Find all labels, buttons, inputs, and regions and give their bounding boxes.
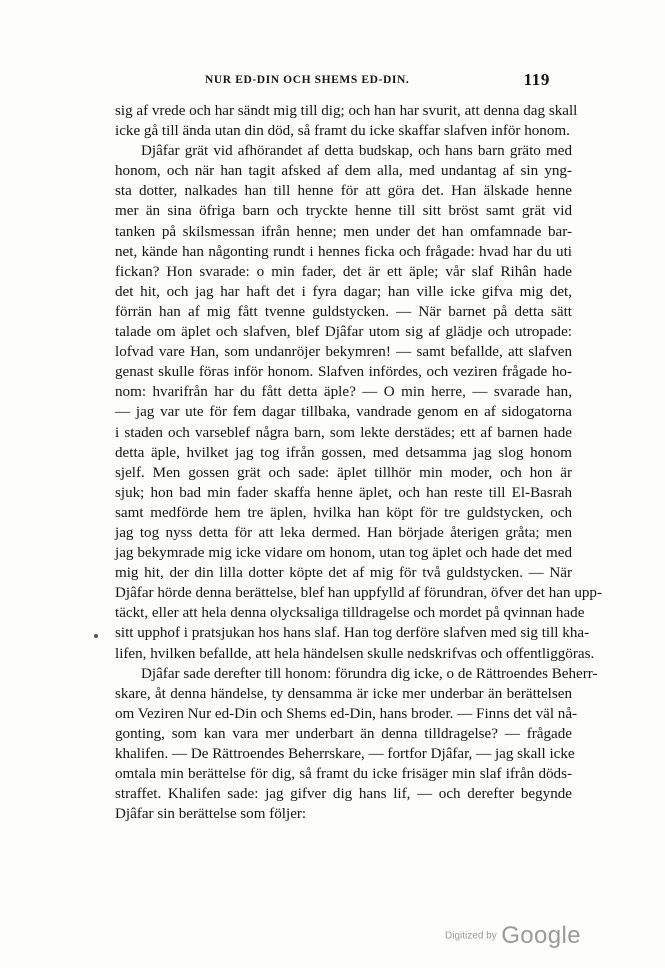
running-head [115, 70, 550, 92]
text-line: nom: hvarifrån har du fått detta äple? — O min herre, — svarade han, [115, 384, 572, 401]
page-number: 119 [523, 70, 550, 89]
text-line: straffet. Khalifen sade: jag gifver dig hans lif, — och derefter begynde [115, 786, 572, 803]
text-line: Djâfar grät vid afhörandet af detta budskap, och hans barn gräto med [141, 143, 572, 160]
text-line: khalifen. — De Rättroendes Beherrskare, — fortfor Djâfar, — jag skall icke [115, 746, 575, 762]
body-text [115, 101, 602, 824]
text-line: jag tog nyss detta för att leka dermed. Han började återigen gråta; men [115, 524, 572, 541]
text-line: om Veziren Nur ed-Din och Shems ed-Din, hans broder. — Finns det väl nå- [115, 705, 578, 722]
text-line: talade om äplet och slafven, blef Djâfar utom sig af glädje och utropade: [115, 324, 572, 341]
text-line: skare, åt denna händelse, ty densamma är icke mer underbar än berättelsen [115, 685, 572, 702]
text-line: tanken på skilsmessan ifrån henne; men under det han omfamnade bar- [115, 223, 572, 240]
text-line: sitt upphof i pratsjukan hos hans slaf. Han tog derföre slafven med sig till kha- [115, 625, 590, 642]
running-title: NUR ED-DIN OCH SHEMS ED-DIN. [205, 74, 410, 86]
text-line: honom, och när han tagit afsked af dem alla, med undantag af sin yng- [115, 163, 572, 180]
text-line: gonting, som kan vara mer underbart än denna tilldragelse? — frågade [115, 725, 572, 742]
text-line: sta dotter, nalkades han till henne för att göra det. Han älskade henne [115, 183, 572, 200]
text-line: mig hit, der din lilla dotter köpte det af mig för två guldstycken. — När [115, 565, 572, 582]
text-line: omtala min berättelse för dig, så framt du icke frisäger min slaf ifrån döds- [115, 766, 572, 783]
text-line: lifen, hvilken befallde, att hela händelsen skulle nedskrifvas och offentliggöras. [115, 645, 595, 662]
text-line: det hit, och jag har haft det i fyra dagar; han ville icke gifva mig det, [115, 283, 572, 300]
text-line: i staden och varseblef några barn, som lekte derstädes; ett af barnen hade [115, 424, 572, 441]
watermark-caption: Digitized by [445, 930, 497, 942]
text-line: detta äple, hvilket jag tog ifrån gossen, med detsamma jag slog honom [115, 444, 572, 461]
margin-speck [94, 634, 98, 638]
text-line: mer än sina öfriga barn och tryckte henne till sitt bröst samt grät vid [115, 203, 572, 220]
text-line: net, kände han någonting rundt i hennes ficka och frågade: hvad har du uti [115, 243, 572, 260]
text-line: täckt, eller att hela denna olycksaliga tilldragelse och mordet på qvinnan hade [115, 605, 585, 622]
text-line: Djâfar sin berättelse som följer: [115, 806, 307, 823]
text-line: samt medförde hem tre äplen, hvilka han köpt för tre guldstycken, och [115, 504, 572, 521]
digitized-watermark [445, 922, 581, 950]
text-line: genast skulle föras inför honom. Slafven infördes, och veziren frågade ho- [115, 364, 572, 381]
text-line: fickan? Hon svarade: o min fader, det är ett äple; vår slaf Rihân hade [115, 263, 572, 280]
text-line: Djâfar sade derefter till honom: förundra dig icke, o de Rättroendes Beherr- [141, 665, 598, 682]
text-line: sjuk; hon bad min fader skaffa henne äplet, och han reste till El-Basrah [115, 484, 572, 501]
text-line: — jag var ute för fem dagar tillbaka, vandrade genom en af sidogatorna [115, 404, 572, 421]
text-line: jag bekymrade mig icke vidare om honom, utan tog äplet och hade det med [115, 545, 572, 562]
text-line: sig af vrede och har sändt mig till dig; och han har svurit, att denna dag skall [115, 103, 578, 119]
text-line: Djâfar hörde denna berättelse, blef han uppfylld af förundran, öfver det han upp- [115, 585, 602, 602]
text-line: lofvad vare Han, som undanröjer bekymren! — samt befallde, att slafven [115, 344, 572, 361]
text-line: sjelf. Men gossen grät och sade: äplet tillhör min moder, och hon är [115, 464, 572, 481]
text-line: icke gå till ända utan din död, så framt du icke skaffar slafven inför honom. [115, 123, 570, 140]
text-line: förrän han af mig fått tvenne guldstycken. — När barnet på detta sätt [115, 303, 572, 320]
google-logo: Google [501, 922, 581, 949]
